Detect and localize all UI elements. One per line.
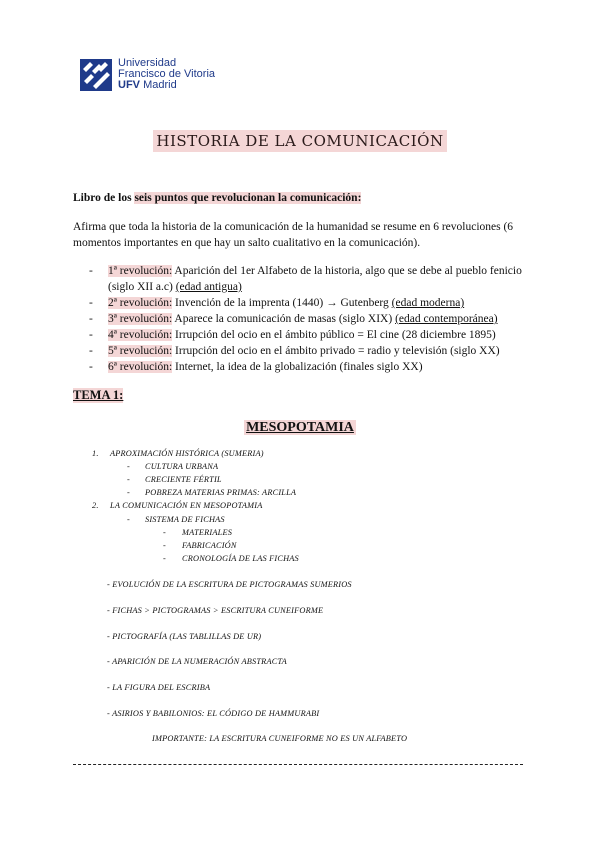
note-4: - APARICIÓN DE LA NUMERACIÓN ABSTRACTA bbox=[107, 657, 287, 666]
important-note: IMPORTANTE: LA ESCRITURA CUNEIFORME NO ES UN ALFABETO bbox=[152, 734, 408, 743]
revolution-text: Aparición del 1er Alfabeto de la historia, algo que se debe al pueblo fenicio (siglo XII a.c) bbox=[108, 265, 522, 293]
outline-subsub-3: CRONOLOGÍA DE LAS FICHAS bbox=[182, 554, 299, 563]
logo-madrid: Madrid bbox=[143, 79, 177, 91]
revolution-label: 6ª revolución: bbox=[108, 361, 173, 373]
outline-sub-3: POBREZA MATERIAS PRIMAS: ARCILLA bbox=[145, 488, 297, 497]
revolution-text: Internet, la idea de la globalización (finales siglo XX) bbox=[172, 361, 423, 373]
ufv-logo-icon bbox=[80, 59, 112, 91]
revolution-text: Invención de la imprenta (1440) → Gutenberg bbox=[172, 297, 392, 309]
revolution-label: 3ª revolución: bbox=[108, 313, 173, 325]
university-logo bbox=[80, 58, 215, 91]
note-1: - EVOLUCIÓN DE LA ESCRITURA DE PICTOGRAMAS SUMERIOS bbox=[107, 580, 352, 589]
section-divider bbox=[73, 764, 523, 765]
outline-item-num: 2. bbox=[92, 501, 99, 510]
revolution-label: 5ª revolución: bbox=[108, 345, 173, 357]
revolution-label: 2ª revolución: bbox=[108, 297, 173, 309]
tema-heading: TEMA 1: bbox=[73, 388, 124, 402]
book-heading bbox=[73, 190, 528, 206]
section-title-text: MESOPOTAMIA bbox=[246, 420, 354, 435]
outline-item-2: LA COMUNICACIÓN EN MESOPOTAMIA bbox=[110, 501, 263, 510]
list-item: - 1ª revolución: Aparición del 1er Alfabeto de la historia, algo que se debe al pueblo fenicio (siglo XII a.c) (edad antigua) bbox=[89, 265, 522, 293]
book-heading-highlight: seis puntos que revolucionan la comunicación: bbox=[134, 192, 362, 204]
note-5: - LA FIGURA DEL ESCRIBA bbox=[107, 683, 211, 692]
outline-dash: - bbox=[127, 475, 130, 484]
revolution-label: 1ª revolución: bbox=[108, 265, 173, 277]
list-item: - 6ª revolución: Internet, la idea de la globalización (finales siglo XX) bbox=[89, 361, 423, 373]
logo-line-1: Universidad bbox=[118, 57, 177, 69]
logo-ufv: UFV bbox=[118, 79, 140, 91]
list-item: - 2ª revolución: Invención de la imprenta (1440) → Gutenberg (edad moderna) bbox=[89, 297, 465, 309]
outline-subsub-1: MATERIALES bbox=[182, 528, 233, 537]
outline-dash: - bbox=[163, 554, 166, 563]
note-3: - PICTOGRAFÍA (LAS TABLILLAS DE UR) bbox=[107, 632, 262, 641]
note-2: - FICHAS > PICTOGRAMAS > ESCRITURA CUNEIFORME bbox=[107, 606, 324, 615]
section-title bbox=[0, 418, 600, 436]
outline-dash: - bbox=[127, 488, 130, 497]
outline-subsub-2: FABRICACIÓN bbox=[182, 541, 237, 550]
outline-sub-fichas: SISTEMA DE FICHAS bbox=[145, 515, 225, 524]
outline-sub-1: CULTURA URBANA bbox=[145, 462, 219, 471]
revolution-text: Irrupción del ocio en el ámbito privado = radio y televisión (siglo XX) bbox=[172, 345, 500, 357]
book-heading-pre: Libro de los bbox=[73, 192, 135, 204]
intro-paragraph: Afirma que toda la historia de la comunicación de la humanidad se resume en 6 revoluciones (6 momentos importantes en que hay un salto cualitativo en la comunicación). bbox=[73, 221, 514, 249]
outline-dash: - bbox=[127, 515, 130, 524]
page-title-text: HISTORIA DE LA COMUNICACIÓN bbox=[153, 130, 446, 152]
list-item: - 5ª revolución: Irrupción del ocio en el ámbito privado = radio y televisión (siglo XX) bbox=[89, 345, 500, 357]
list-item: - 4ª revolución: Irrupción del ocio en el ámbito público = El cine (28 diciembre 1895) bbox=[89, 329, 496, 341]
outline-item-num: 1. bbox=[92, 449, 99, 458]
revolution-era: (edad antigua) bbox=[175, 281, 242, 293]
outline-sub-2: CRECIENTE FÉRTIL bbox=[145, 475, 222, 484]
outline-dash: - bbox=[163, 541, 166, 550]
logo-wordmark bbox=[118, 58, 215, 91]
revolutions-list bbox=[73, 263, 531, 375]
revolution-text: Irrupción del ocio en el ámbito público = El cine (28 diciembre 1895) bbox=[172, 329, 496, 341]
revolution-era: (edad contemporánea) bbox=[395, 313, 498, 325]
outline-dash: - bbox=[163, 528, 166, 537]
list-item: - 3ª revolución: Aparece la comunicación de masas (siglo XIX) (edad contemporánea) bbox=[89, 313, 498, 325]
outline-dash: - bbox=[127, 462, 130, 471]
revolution-text: Aparece la comunicación de masas (siglo XIX) bbox=[172, 313, 396, 325]
page-title bbox=[0, 132, 600, 151]
logo-line-3 bbox=[118, 80, 215, 91]
revolution-era: (edad moderna) bbox=[391, 297, 465, 309]
outline-item-1: APROXIMACIÓN HISTÓRICA (SUMERIA) bbox=[110, 449, 264, 458]
note-6: - ASIRIOS Y BABILONIOS: EL CÓDIGO DE HAMMURABI bbox=[107, 709, 320, 718]
logo-line-2: Francisco de Vitoria bbox=[118, 68, 216, 80]
revolution-label: 4ª revolución: bbox=[108, 329, 173, 341]
